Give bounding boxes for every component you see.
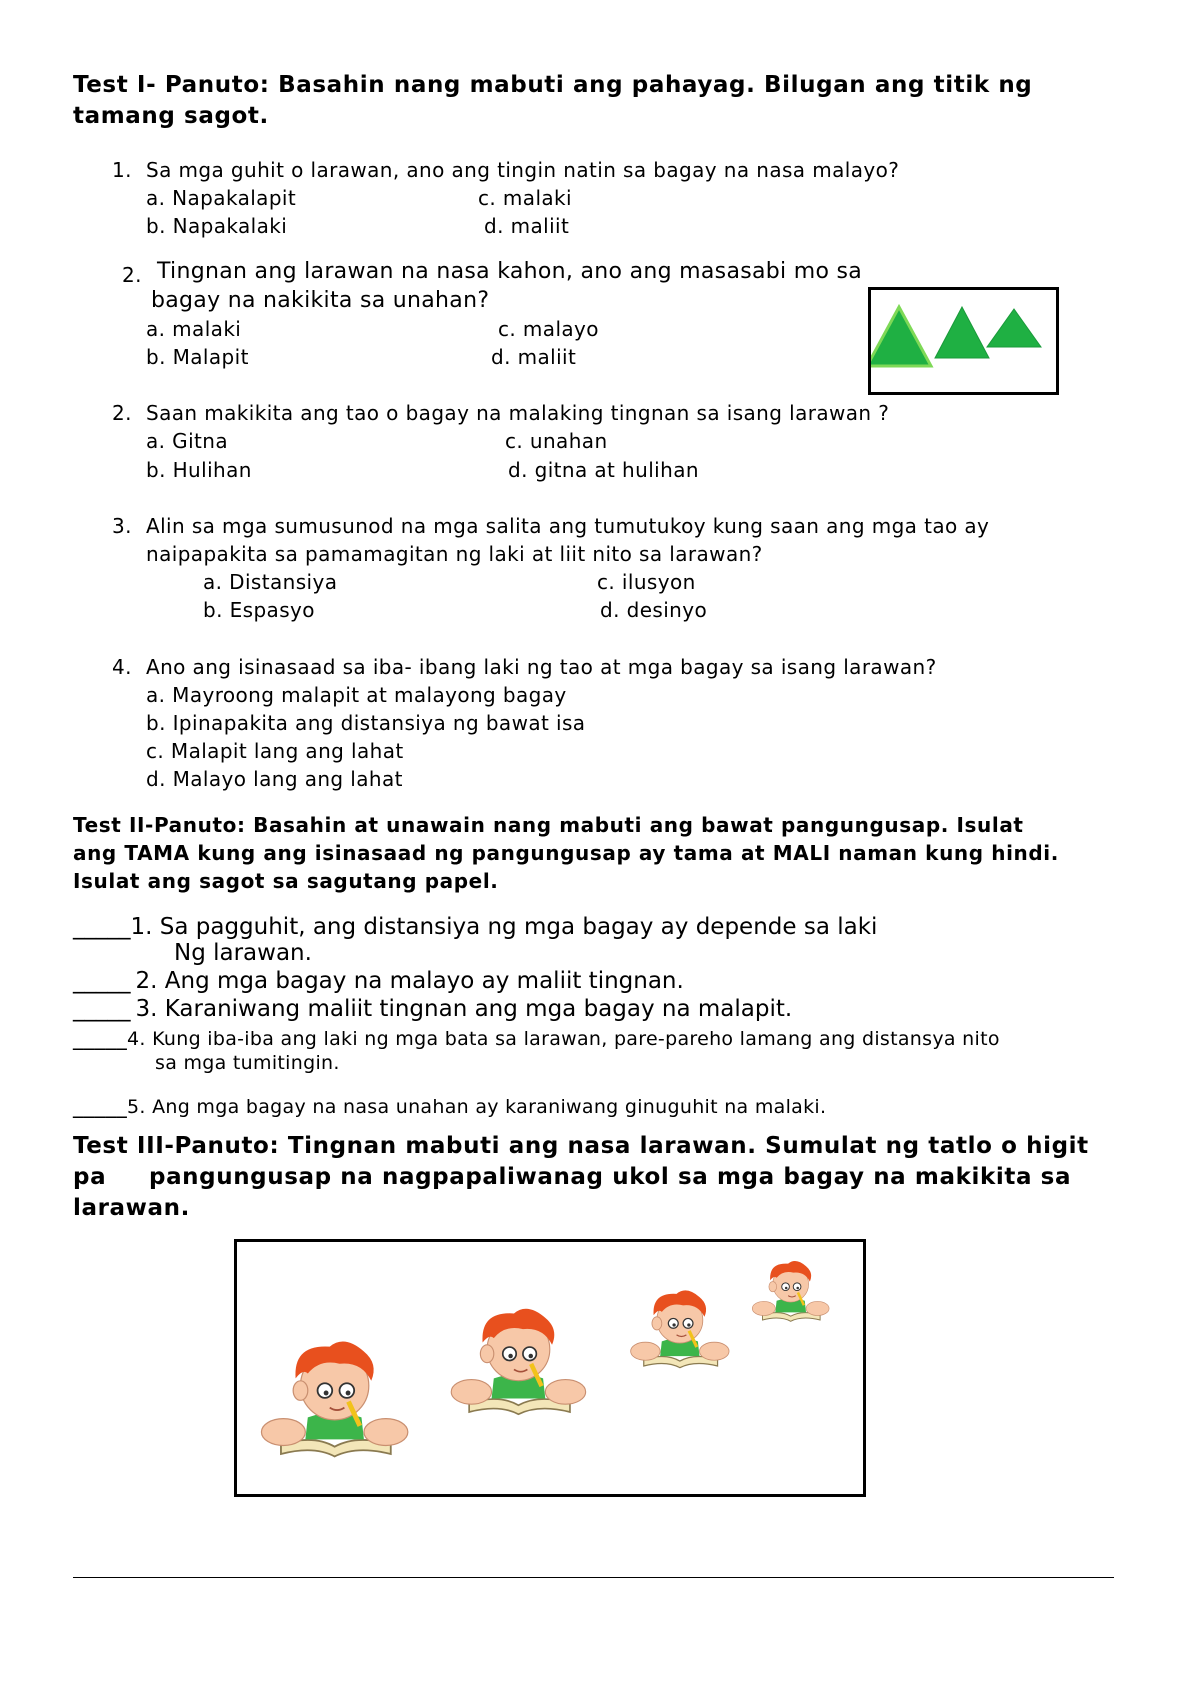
q1-option-d: d. maliit (484, 214, 570, 238)
q4-option-b: b. Espasyo (203, 598, 315, 622)
triangles-figure (868, 287, 1059, 395)
q4-text-line2: naipapakita sa pamamagitan ng laki at liit nito sa larawan? (146, 542, 763, 566)
test3-heading-line2-a: pa (73, 1164, 107, 1190)
q2-text-line2: bagay na nakikita sa unahan? (151, 288, 490, 313)
q1-option-a: a. Napakalapit (146, 186, 297, 210)
boys-figure (234, 1239, 866, 1497)
q4-option-c: c. ilusyon (597, 570, 696, 594)
test3-heading-line2-b: pangungusap na nagpapaliwanag ukol sa mga bagay na makikita sa (149, 1164, 1072, 1190)
test2-heading-line3: Isulat ang sagot sa sagutang papel. (73, 869, 499, 893)
q3-option-a: a. Gitna (146, 429, 228, 453)
q2-option-c: c. malayo (498, 317, 599, 341)
s2-text: 2. Ang mga bagay na malayo ay maliit tingnan. (135, 968, 684, 994)
s1-text-line2: Ng larawan. (174, 940, 312, 966)
q5-text: Ano ang isinasaad sa iba- ibang laki ng tao at mga bagay sa isang larawan? (146, 655, 937, 679)
q3-option-b: b. Hulihan (146, 458, 252, 482)
q3-option-c: c. unahan (505, 429, 608, 453)
boy-medium (451, 1309, 585, 1414)
triangle-small (987, 309, 1041, 347)
s2-row (73, 968, 684, 994)
s4-text-line1: 4. Kung iba-iba ang laki ng mga bata sa larawan, pare-pareho lamang ang distansya nito (127, 1028, 1000, 1050)
q5-option-d: d. Malayo lang ang lahat (146, 767, 403, 791)
test1-heading-line2: tamang sagot. (73, 103, 269, 129)
s3-text: 3. Karaniwang maliit tingnan ang mga bagay na malapit. (135, 996, 793, 1022)
q3-option-d: d. gitna at hulihan (508, 458, 699, 482)
answer-blank[interactable]: _____ (73, 1026, 127, 1050)
q1-number: 1. (112, 158, 132, 182)
triangle-large (871, 307, 931, 366)
q2-option-b: b. Malapit (146, 345, 249, 369)
q4-number: 3. (112, 514, 132, 538)
s4-row (73, 1026, 1000, 1050)
answer-blank[interactable]: _____ (73, 1094, 127, 1118)
q5-number: 4. (112, 655, 132, 679)
boy-smallest (752, 1261, 829, 1321)
s3-row (73, 996, 792, 1022)
q5-option-c: c. Malapit lang ang lahat (146, 739, 404, 763)
test3-heading-line1: Test III-Panuto: Tingnan mabuti ang nasa larawan. Sumulat ng tatlo o higit (73, 1133, 1089, 1159)
q4-option-a: a. Distansiya (203, 570, 338, 594)
q5-option-b: b. Ipinapakita ang distansiya ng bawat isa (146, 711, 586, 735)
q5-option-a: a. Mayroong malapit at malayong bagay (146, 683, 567, 707)
q3-number: 2. (112, 401, 132, 425)
s1-text-line1: 1. Sa pagguhit, ang distansiya ng mga bagay ay depende sa laki (130, 914, 878, 940)
triangle-medium (935, 307, 989, 358)
triangles-image (871, 290, 1056, 392)
answer-blank[interactable]: _____ (73, 996, 131, 1022)
q2-option-a: a. malaki (146, 317, 242, 341)
q4-text-line1: Alin sa mga sumusunod na mga salita ang tumutukoy kung saan ang mga tao ay (146, 514, 990, 538)
test1-heading-line1: Test I- Panuto: Basahin nang mabuti ang pahayag. Bilugan ang titik ng (73, 72, 1033, 98)
s5-row (73, 1094, 826, 1118)
q4-option-d: d. desinyo (600, 598, 708, 622)
q2-number: 2. (122, 263, 142, 287)
test2-heading-line1: Test II-Panuto: Basahin at unawain nang mabuti ang bawat pangungusap. Isulat (73, 813, 1024, 837)
answer-blank[interactable]: _____ (73, 914, 131, 940)
s1-row (73, 914, 877, 940)
q3-text: Saan makikita ang tao o bagay na malaking tingnan sa isang larawan ? (146, 401, 890, 425)
q2-text-line1: Tingnan ang larawan na nasa kahon, ano ang masasabi mo sa (157, 259, 863, 284)
test3-heading-line3: larawan. (73, 1195, 190, 1221)
q1-text: Sa mga guhit o larawan, ano ang tingin natin sa bagay na nasa malayo? (146, 158, 900, 182)
q1-option-b: b. Napakalaki (146, 214, 288, 238)
test2-heading-line2: ang TAMA kung ang isinasaad ng pangungusap ay tama at MALI naman kung hindi. (73, 841, 1059, 865)
s4-text-line2: sa mga tumitingin. (155, 1052, 340, 1074)
boy-small (631, 1290, 729, 1367)
q1-option-c: c. malaki (478, 186, 573, 210)
boy-large (261, 1342, 407, 1457)
answer-blank[interactable]: _____ (73, 968, 131, 994)
s5-text: 5. Ang mga bagay na nasa unahan ay karaniwang ginuguhit na malaki. (127, 1096, 827, 1118)
q2-option-d: d. maliit (491, 345, 577, 369)
boys-image (237, 1242, 863, 1494)
answer-line[interactable] (73, 1577, 1114, 1578)
